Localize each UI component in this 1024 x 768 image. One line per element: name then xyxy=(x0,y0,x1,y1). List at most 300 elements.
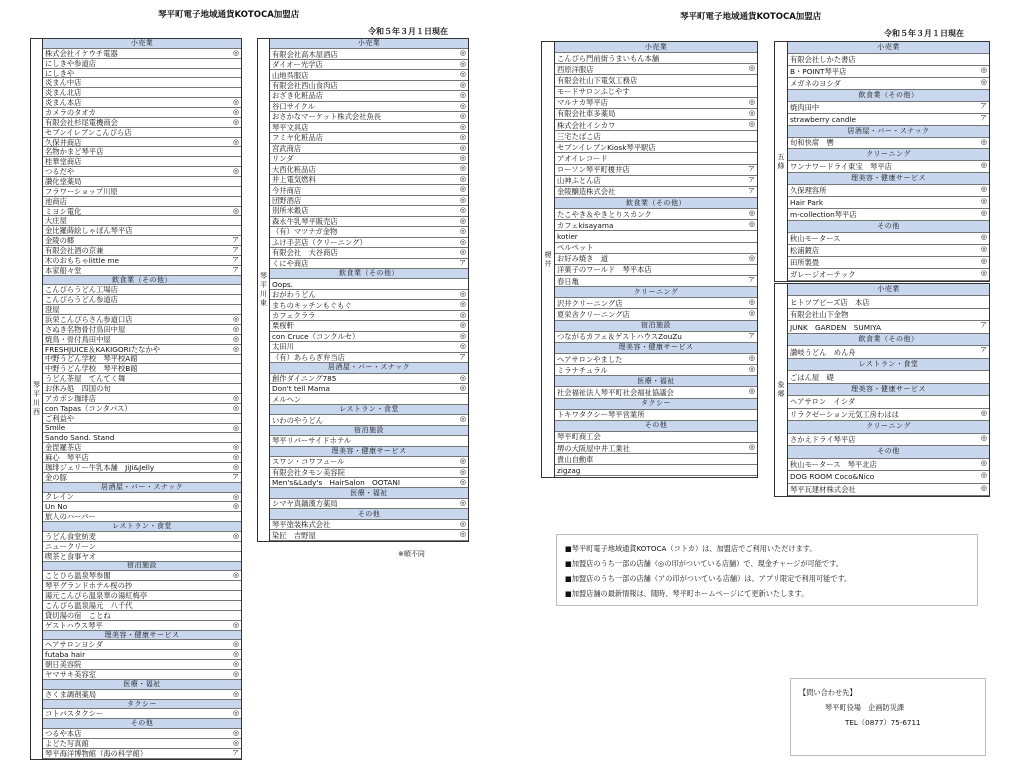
store-row xyxy=(270,112,468,122)
store-name: Hair Park xyxy=(790,198,824,208)
store-row xyxy=(43,414,241,424)
store-name: 太田川 xyxy=(272,342,294,352)
store-row xyxy=(555,75,757,86)
store-name: 秋山モータース xyxy=(790,233,841,243)
store-name: 琴平グランドホテル桜の抄 xyxy=(45,581,133,591)
store-row xyxy=(788,459,989,471)
store-name: m-collection琴平店 xyxy=(790,210,857,220)
category-header: タクシー xyxy=(43,700,241,710)
store-row xyxy=(555,365,757,376)
store-mark: ◎ xyxy=(748,209,755,218)
kotogawa-west-table xyxy=(30,38,242,760)
category-header: その他 xyxy=(270,509,468,519)
store-mark: ア xyxy=(980,113,987,122)
contact-office: 琴平町役場 企画防災課 xyxy=(825,703,905,712)
gojo-table xyxy=(774,41,990,282)
store-mark: ◎ xyxy=(459,70,466,79)
store-name: 琴平塗装株式会社 xyxy=(272,520,331,530)
store-mark: ◎ xyxy=(232,315,239,324)
store-name: 宮武商店 xyxy=(272,143,302,153)
category-header: 小売業 xyxy=(43,39,241,49)
store-row xyxy=(43,749,241,759)
area-label-char: 平 xyxy=(260,281,267,289)
store-row xyxy=(43,591,241,601)
store-name: 中野うどん学校 琴平校A館 xyxy=(45,354,138,364)
store-row xyxy=(270,144,468,154)
store-row xyxy=(788,296,989,308)
store-mark: ◎ xyxy=(980,458,987,467)
store-mark: ◎ xyxy=(232,670,239,678)
category-header: 小売業 xyxy=(555,42,757,53)
category-header: レストラン・食堂 xyxy=(270,405,468,415)
store-name: おさかなマーケット株式会社魚長 xyxy=(272,112,382,122)
right-as-of-date: 令和５年３月１日現在 xyxy=(884,29,964,38)
store-mark: ◎ xyxy=(459,91,466,100)
store-name: おがわうどん xyxy=(272,290,316,300)
store-mark: ◎ xyxy=(232,650,239,659)
category-header: 医療・福祉 xyxy=(270,488,468,498)
store-name: 琴平瓦建材株式会社 xyxy=(790,484,856,494)
store-mark: ◎ xyxy=(459,467,466,476)
category-header: 居酒屋・バー・スナック xyxy=(788,126,989,138)
store-row xyxy=(270,384,468,394)
store-name: 旅人のハーバー xyxy=(45,512,96,522)
store-name: Men's&Lady's HairSalon OOTANI xyxy=(272,478,400,488)
store-row xyxy=(43,256,241,266)
unordered-note: ※順不同 xyxy=(398,550,425,558)
store-row xyxy=(43,364,241,374)
store-name: さかえドライ琴平店 xyxy=(790,434,856,444)
store-row xyxy=(270,332,468,342)
category-header: 居酒屋・バー・スナック xyxy=(270,363,468,373)
store-name: 今井商店 xyxy=(272,185,302,195)
store-row xyxy=(270,102,468,112)
category-header: クリーニング xyxy=(788,421,989,433)
store-mark: ◎ xyxy=(980,77,987,86)
store-mark: ◎ xyxy=(748,298,755,307)
store-row xyxy=(555,354,757,365)
store-name: スワン・コワフュール xyxy=(272,457,345,467)
category-header: 小売業 xyxy=(270,39,468,49)
store-name: （有）あららぎ弁当店 xyxy=(272,352,345,362)
store-mark: ◎ xyxy=(459,195,466,204)
store-mark: ◎ xyxy=(980,471,987,480)
store-name: ことひら温泉琴参閣 xyxy=(45,571,111,581)
contact-phone: TEL（0877）75-6711 xyxy=(845,718,921,727)
store-name: カメラのタオカ xyxy=(45,108,96,117)
store-name: こんぴらうどん工場店 xyxy=(45,285,118,295)
store-name: ヤマサキ美容室 xyxy=(45,670,97,679)
store-name: 久保理容所 xyxy=(790,186,827,196)
store-name: 琴平海洋博物館（海の科学館） xyxy=(45,748,148,758)
store-mark: ◎ xyxy=(980,137,987,146)
store-row xyxy=(270,238,468,248)
category-header: 飲食業（その他） xyxy=(555,198,757,209)
store-name: さくま調剤薬局 xyxy=(45,689,97,699)
store-mark: ア xyxy=(232,246,239,255)
store-name: リンダ xyxy=(272,154,294,164)
store-row xyxy=(270,415,468,425)
store-mark: ◎ xyxy=(748,97,755,106)
store-name: 株式会社イケウチ電器 xyxy=(45,48,118,58)
store-mark: ◎ xyxy=(232,167,239,176)
store-name: セブンイレブンKiosk琴平駅店 xyxy=(557,142,656,152)
store-mark: ◎ xyxy=(232,689,239,698)
store-row xyxy=(270,60,468,70)
store-mark: ◎ xyxy=(232,48,239,57)
store-name: フラワーショップ川原 xyxy=(45,186,118,196)
store-name: 沢井クリーニング店 xyxy=(557,298,623,308)
store-row xyxy=(555,64,757,75)
store-name: トキワタクシー琴平営業所 xyxy=(557,410,645,420)
store-row xyxy=(43,187,241,197)
store-mark: ◎ xyxy=(232,660,239,669)
store-name: つるや本店 xyxy=(45,729,82,739)
store-mark: ◎ xyxy=(459,143,466,152)
store-name: 有限会社杉尾電機商会 xyxy=(45,117,118,127)
store-name: 洋菓子のワールド 琴平本店 xyxy=(557,265,652,275)
store-row xyxy=(43,266,241,276)
store-mark: ◎ xyxy=(748,64,755,73)
store-row xyxy=(788,138,989,150)
store-row xyxy=(43,285,241,295)
category-header: 理美容・健康サービス xyxy=(555,343,757,354)
store-name: 有限会社タモン美容院 xyxy=(272,467,345,477)
store-row xyxy=(270,259,468,269)
store-name: B・POINT琴平店 xyxy=(790,66,847,76)
store-row xyxy=(270,478,468,488)
store-name: つるだや xyxy=(45,167,75,177)
store-mark: ア xyxy=(232,748,239,757)
store-mark: ◎ xyxy=(980,244,987,253)
store-name: 団野酒店 xyxy=(272,196,302,206)
store-name: 西原洋服店 xyxy=(557,64,594,74)
store-row xyxy=(43,295,241,305)
store-name: アオイレコード xyxy=(557,153,608,163)
store-row xyxy=(43,88,241,98)
store-row xyxy=(43,236,241,246)
store-row xyxy=(270,248,468,258)
store-row xyxy=(43,49,241,59)
store-row xyxy=(555,231,757,242)
store-mark: ◎ xyxy=(459,289,466,298)
store-name: 有限会社西山食肉店 xyxy=(272,81,338,91)
store-row xyxy=(555,387,757,398)
store-row xyxy=(43,216,241,226)
store-row xyxy=(270,311,468,321)
category-header: その他 xyxy=(555,421,757,432)
contact-box xyxy=(790,678,986,756)
store-mark: ◎ xyxy=(748,108,755,117)
area-label-char: 平 xyxy=(33,390,40,398)
area-label-char: 井 xyxy=(544,259,552,268)
store-mark: ◎ xyxy=(748,220,755,229)
store-name: FRESHJUICE＆KAKIGORIたなかや xyxy=(45,344,161,354)
store-mark: ◎ xyxy=(459,373,466,382)
store-name: 染匠 吉野屋 xyxy=(272,530,316,540)
store-row xyxy=(788,409,989,421)
store-mark: ◎ xyxy=(232,620,239,629)
info-line: ■加盟店のうち一部の店舗（アの印がついている店舗）は、アプリ限定で利用可能です。 xyxy=(565,574,852,583)
store-row xyxy=(788,78,989,90)
category-header: その他 xyxy=(788,221,989,233)
store-row xyxy=(270,290,468,300)
store-mark: ◎ xyxy=(748,353,755,362)
store-row xyxy=(43,226,241,236)
store-mark: ア xyxy=(459,258,466,267)
store-name: カフェkisayama xyxy=(557,220,614,230)
store-name: 琴平町商工会 xyxy=(557,432,601,442)
store-name: こんぴらうどん参道店 xyxy=(45,295,118,305)
store-row xyxy=(788,54,989,66)
store-name: シマヤ真鍋漢方薬局 xyxy=(272,499,338,509)
store-row xyxy=(43,404,241,414)
store-name: 湯元こんぴら温泉華の湯紅梅亭 xyxy=(45,591,148,601)
store-row xyxy=(555,53,757,64)
store-mark: ◎ xyxy=(980,408,987,417)
category-header: 宿泊施設 xyxy=(43,562,241,572)
store-row xyxy=(43,345,241,355)
store-name: 松浦鍍店 xyxy=(790,245,820,255)
store-name: メルヘン xyxy=(272,394,302,404)
store-row xyxy=(43,621,241,631)
store-name: ヒトツブビーズ店 本店 xyxy=(790,297,870,307)
store-row xyxy=(43,690,241,700)
store-mark: ◎ xyxy=(748,253,755,262)
store-row xyxy=(788,396,989,408)
store-row xyxy=(788,209,989,221)
store-row xyxy=(788,321,989,333)
store-name: ワンナワードライ東宝 琴平店 xyxy=(790,162,892,172)
store-name: 有限会社山下電気工務店 xyxy=(557,75,638,85)
store-name: アカボシ珈琲店 xyxy=(45,393,97,403)
store-row xyxy=(270,49,468,59)
store-mark: ◎ xyxy=(232,462,239,471)
store-mark: ◎ xyxy=(232,98,239,107)
store-name: つながるカフェ＆ゲストハウスZouZu xyxy=(557,332,682,342)
store-mark: ◎ xyxy=(232,531,239,540)
store-name: 大西化粧品店 xyxy=(272,164,316,174)
area-label-char: 川 xyxy=(260,290,267,298)
store-row xyxy=(43,739,241,749)
store-name: 中野うどん学校 琴平校B館 xyxy=(45,364,138,374)
category-header: 飲食業（その他） xyxy=(43,276,241,286)
store-row xyxy=(788,161,989,173)
store-name: con Cruce（コンクルセ） xyxy=(272,331,360,341)
category-header: 居酒屋・バー・スナック xyxy=(43,483,241,493)
store-row xyxy=(43,512,241,522)
store-row xyxy=(270,468,468,478)
store-row xyxy=(270,530,468,540)
category-header: 医療・福祉 xyxy=(43,680,241,690)
store-row xyxy=(270,499,468,509)
left-as-of-date: 令和５年３月１日現在 xyxy=(368,27,448,36)
store-name: 金陵醸造株式会社 xyxy=(557,187,616,197)
store-row xyxy=(43,374,241,384)
store-name: 創作ダイニング785 xyxy=(272,373,337,383)
store-mark: ◎ xyxy=(232,344,239,353)
store-mark: ◎ xyxy=(232,117,239,126)
store-row xyxy=(270,70,468,80)
store-row xyxy=(270,353,468,363)
store-name: ガレージオーテック xyxy=(790,269,856,279)
store-row xyxy=(43,542,241,552)
area-label-zougou xyxy=(775,284,788,496)
category-header: 理美容・健康サービス xyxy=(788,384,989,396)
store-row xyxy=(555,443,757,454)
store-row xyxy=(555,131,757,142)
store-name: 澄屋 xyxy=(45,305,60,315)
store-mark: ◎ xyxy=(459,248,466,257)
store-row xyxy=(788,257,989,269)
category-header: クリーニング xyxy=(555,287,757,298)
store-row xyxy=(555,209,757,220)
store-row xyxy=(555,410,757,421)
store-mark: ◎ xyxy=(459,80,466,89)
store-mark: ア xyxy=(748,186,755,195)
store-name: 金の豚 xyxy=(45,472,67,482)
store-row xyxy=(43,98,241,108)
category-header: 飲食業（その他） xyxy=(270,269,468,279)
store-mark: ◎ xyxy=(459,310,466,319)
store-row xyxy=(788,309,989,321)
store-mark: ア xyxy=(980,321,987,330)
store-name: 金比羅蒔絵しゃぼん琴平店 xyxy=(45,226,133,236)
store-mark: ◎ xyxy=(980,161,987,170)
store-row xyxy=(43,207,241,217)
store-mark: ◎ xyxy=(459,300,466,309)
store-name: 焼鳥・骨付鳥田中屋 xyxy=(45,334,111,344)
store-row xyxy=(788,245,989,257)
store-mark: ◎ xyxy=(232,640,239,649)
store-mark: ◎ xyxy=(980,483,987,492)
store-name: くにや商店 xyxy=(272,258,309,268)
store-row xyxy=(555,276,757,287)
store-name: ゲストハウス琴平 xyxy=(45,620,103,630)
store-row xyxy=(788,269,989,281)
store-mark: ア xyxy=(748,331,755,340)
store-mark: ◎ xyxy=(980,65,987,74)
store-mark: ◎ xyxy=(459,216,466,225)
store-row xyxy=(43,69,241,79)
area-label-gojo xyxy=(775,42,788,281)
store-name: こんぴら門前街うまいもん本舗 xyxy=(557,53,660,63)
store-row xyxy=(270,279,468,289)
store-name: JUNK GARDEN SUMIYA xyxy=(790,322,882,332)
store-row xyxy=(270,227,468,237)
area-label-char: 象 xyxy=(777,381,785,389)
store-mark: ア xyxy=(232,265,239,274)
store-name: 琴平リバーサイドホテル xyxy=(272,436,352,446)
store-mark: ◎ xyxy=(232,324,239,333)
store-name: 喫茶と食事ヤオ xyxy=(45,551,97,561)
store-name: ヘアサロンやました xyxy=(557,354,623,364)
store-row xyxy=(788,66,989,78)
store-row xyxy=(43,640,241,650)
store-name: 炎まん北店 xyxy=(45,88,82,98)
category-header: 小売業 xyxy=(788,42,989,54)
store-name: ふけ手芸店（クリーニング） xyxy=(272,237,367,247)
store-row xyxy=(270,374,468,384)
store-name: まちのキッチンもぐもぐ xyxy=(272,300,352,310)
store-mark: ◎ xyxy=(232,393,239,402)
store-name: 有限会社 大谷商店 xyxy=(272,248,338,258)
store-name: 有限会社車多薬局 xyxy=(557,109,616,119)
store-row xyxy=(270,185,468,195)
area-label-char: 川 xyxy=(33,399,40,407)
area-label-char: 榎 xyxy=(544,250,552,259)
category-header: 理美容・健康サービス xyxy=(270,447,468,457)
store-mark: ◎ xyxy=(459,519,466,528)
store-mark: ◎ xyxy=(459,174,466,183)
store-row xyxy=(270,206,468,216)
store-name: 栗桜軒 xyxy=(272,321,294,331)
store-row xyxy=(43,177,241,187)
store-row xyxy=(788,434,989,446)
store-name: ダイオー光学店 xyxy=(272,60,323,70)
store-row xyxy=(43,571,241,581)
store-row xyxy=(270,175,468,185)
store-mark: ◎ xyxy=(232,206,239,215)
store-mark: ア xyxy=(232,255,239,264)
store-mark: ア xyxy=(748,275,755,284)
store-name: Sando Sand. Stand xyxy=(45,433,115,443)
store-name: 有限会社高木屋酒店 xyxy=(272,49,338,59)
store-mark: ア xyxy=(980,101,987,110)
store-mark: ◎ xyxy=(459,227,466,236)
store-name: Smile xyxy=(45,423,66,433)
store-mark: ◎ xyxy=(232,403,239,412)
store-name: こんぴら温泉湯元 八千代 xyxy=(45,600,133,610)
store-name: 社会福祉法人琴平町社会福祉協議会 xyxy=(557,387,674,397)
store-name: いわのやうどん xyxy=(272,415,324,425)
store-row xyxy=(270,300,468,310)
store-row xyxy=(270,520,468,530)
store-name: モードサロンふじやす xyxy=(557,87,630,97)
store-name: 炎まん中店 xyxy=(45,78,82,88)
store-mark: ◎ xyxy=(459,342,466,351)
store-mark: ◎ xyxy=(232,492,239,501)
store-mark: ◎ xyxy=(459,237,466,246)
store-row xyxy=(788,471,989,483)
store-row xyxy=(788,484,989,496)
store-name: con Tapas（コンタパス） xyxy=(45,403,132,413)
store-name: ミラナチュラル xyxy=(557,365,608,375)
store-row xyxy=(43,325,241,335)
store-row xyxy=(555,454,757,465)
store-mark: ◎ xyxy=(232,443,239,452)
store-name: にしきや xyxy=(45,68,75,78)
category-header: 小売業 xyxy=(788,284,989,296)
store-mark: ◎ xyxy=(232,502,239,511)
category-header: その他 xyxy=(788,446,989,458)
store-mark: ◎ xyxy=(459,457,466,466)
category-header: レストラン・食堂 xyxy=(788,359,989,371)
store-row xyxy=(555,298,757,309)
store-mark: ◎ xyxy=(748,309,755,318)
store-name: 朝日美容院 xyxy=(45,660,82,670)
store-name: お好み焼き 道 xyxy=(557,254,609,264)
store-name: 別所米穀店 xyxy=(272,206,309,216)
store-mark: ◎ xyxy=(232,137,239,146)
area-label-kotohira-kawanishi xyxy=(31,39,43,759)
store-row xyxy=(43,118,241,128)
store-mark: ◎ xyxy=(459,321,466,330)
store-name: 春日亀 xyxy=(557,276,579,286)
store-row xyxy=(43,729,241,739)
store-name: zigzag xyxy=(557,465,581,475)
store-row xyxy=(555,220,757,231)
